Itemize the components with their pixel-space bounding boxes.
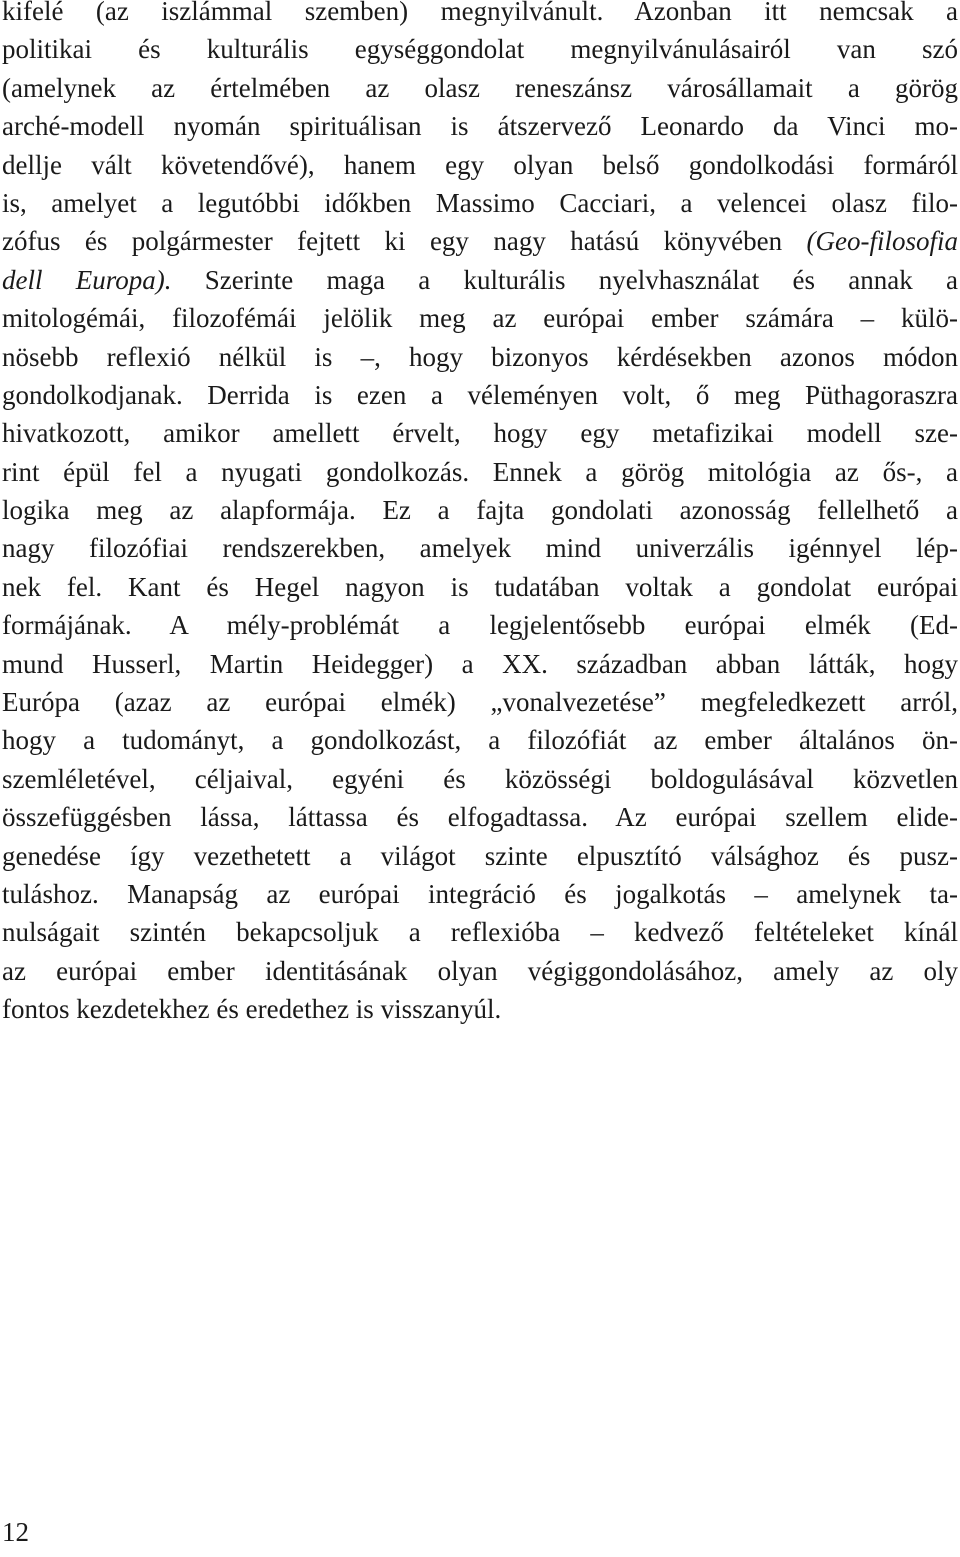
text-line: hogy a tudományt, a gondolkozást, a filozófiát az ember általános ön- (2, 725, 958, 756)
text-line: gondolkodjanak. Derrida is ezen a véleményen volt, ő meg Püthagoraszra (2, 379, 958, 410)
text-line: szemléletével, céljaival, egyéni és közösségi boldogulásával közvetlen (2, 763, 958, 794)
text-line: arché-modell nyomán spirituálisan is átszervező Leonardo da Vinci mo- (2, 111, 958, 142)
text-line (2, 222, 958, 260)
text-line: genedése így vezethetett a világot szinte elpusztító válsághoz és pusz- (2, 840, 958, 871)
body-text (2, 0, 958, 1029)
text-line: összefüggésben lássa, láttassa és elfogadtassa. Az európai szellem elide- (2, 802, 958, 833)
text-segment: Szerinte maga a kulturális nyelvhasználat és annak a (171, 264, 959, 295)
text-line: tuláshoz. Manapság az európai integráció és jogalkotás – amelynek ta- (2, 878, 958, 909)
book-title-italic: (Geo-filosofia (806, 226, 958, 257)
text-line: nulságait szintén bekapcsoljuk a reflexióba – kedvező feltételeket kínál (2, 917, 958, 948)
text-line (2, 261, 958, 299)
text-line: nagy filozófiai rendszerekben, amelyek mind univerzális igénnyel lép- (2, 533, 958, 564)
text-segment: zófus és polgármester fejtett ki egy nagy hatású könyvében (2, 226, 783, 257)
book-title-italic: dell Europa). (2, 264, 172, 295)
text-line: logika meg az alapformája. Ez a fajta gondolati azonosság fellelhető a (2, 495, 958, 526)
text-line: politikai és kulturális egységgondolat megnyilvánulásairól van szó (2, 34, 958, 65)
text-line: kifelé (az iszlámmal szemben) megnyilvánult. Azonban itt nemcsak a (2, 0, 958, 26)
text-line: hivatkozott, amikor amellett érvelt, hogy egy metafizikai modell sze- (2, 418, 958, 449)
text-line: rint épül fel a nyugati gondolkozás. Ennek a görög mitológia az ős-, a (2, 456, 958, 487)
page-number: 12 (2, 1517, 29, 1547)
text-line: (amelynek az értelmében az olasz reneszánsz városállamait a görög (2, 72, 958, 103)
text-line: mund Husserl, Martin Heidegger) a XX. században abban látták, hogy (2, 648, 958, 679)
text-line: Európa (azaz az európai elmék) „vonalvezetése” megfeledkezett arról, (2, 687, 958, 718)
text-line: formájának. A mély-problémát a legjelentősebb európai elmék (Ed- (2, 610, 958, 641)
text-line: az európai ember identitásának olyan végiggondolásához, amely az oly (2, 955, 958, 986)
text-line-last: fontos kezdetekhez és eredethez is visszanyúl. (2, 994, 502, 1025)
text-line: nek fel. Kant és Hegel nagyon is tudatában voltak a gondolat európai (2, 571, 958, 602)
text-line: nösebb reflexió nélkül is –, hogy bizonyos kérdésekben azonos módon (2, 341, 958, 372)
text-line: dellje vált követendővé), hanem egy olyan belső gondolkodási formáról (2, 149, 958, 180)
text-line: is, amelyet a legutóbbi időkben Massimo Cacciari, a velencei olasz filo- (2, 187, 958, 218)
text-line: mitologémái, filozofémái jelölik meg az európai ember számára – külö- (2, 303, 958, 334)
